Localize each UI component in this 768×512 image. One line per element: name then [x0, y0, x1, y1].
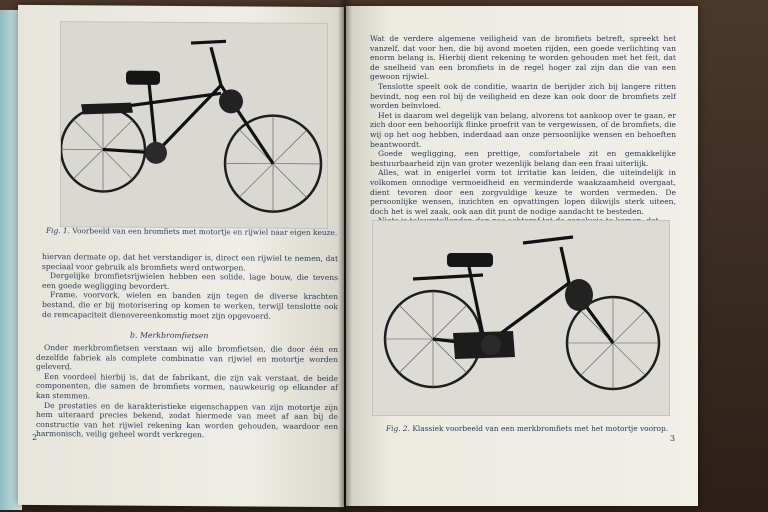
paragraph: Dergelijke bromfietsrijwielen hebben een solide, lage bouw, die tevens een goede wegligging bevordert. — [42, 271, 338, 291]
left-text-block-2 — [36, 343, 338, 441]
paragraph: Goede wegligging, een prettige, comfortabele zit en gemakkelijke bestuurbaarheid zijn van groter wezenlijk belang dan een fraai uiterlijk. — [370, 149, 676, 168]
bicycle-2-illustration — [373, 221, 669, 415]
figure-2-label: Fig. 2. — [386, 424, 410, 433]
page-number-left: 2 — [32, 432, 38, 442]
figure-1-label: Fig. 1. — [46, 226, 70, 236]
figure-1-photo — [60, 21, 328, 229]
left-text-block-1 — [42, 252, 338, 321]
left-page — [18, 5, 344, 507]
figure-2-photo — [372, 220, 670, 416]
paragraph: Het is daarom wel degelijk van belang, alvorens tot aankoop over te gaan, er zich door een behoorlijk flinke proefrit van te vergewissen, of de bromfiets, die wij op het oog hebben, inderdaad aan onze persoonlijke wensen en behoeften beantwoordt. — [370, 110, 676, 149]
right-text-block — [370, 34, 676, 226]
paragraph: Wat de verdere algemene veiligheid van de bromfiets betreft, spreekt het vanzelf, dat voor hen, die bij avond moeten rijden, een goede verlichting van enorm belang is. Hierbij dient rekening te worden gehouden met het feit, dat de snelheid van een bromfiets in de regel hoger zal zijn dan die van een gewoon rijwiel. — [370, 34, 676, 82]
paragraph: Onder merkbromfietsen verstaan wij alle bromfietsen, die door één en dezelfde fabriek als complete combinatie van rijwiel en motortje worden geleverd. — [36, 343, 338, 372]
paragraph: hiervan dermate op, dat het verstandiger is, direct een rijwiel te nemen, dat speciaal voor gebruik als bromfiets werd ontworpen. — [42, 252, 338, 273]
paragraph: De prestaties en de karakteristieke eigenschappen van zijn motortje zijn hem uiteraard precies bekend, zodat hiermede van meet af aan bij de constructie van het rijwiel rekening kan worden gehouden, waardoor een harmonisch, veilig geheel wordt verkregen. — [36, 400, 338, 440]
paragraph: Een voordeel hierbij is, dat de fabrikant, die zijn vak verstaat, de beide componenten, die samen de bromfiets vormen, nauwkeurig op elkander af kan stemmen. — [36, 371, 338, 401]
paragraph: Alles, wat in enigerlei vorm tot irritatie kan leiden, die uiteindelijk in volkomen onnodige vermoeidheid en verminderde waakzaamheid overgaat, dient tevoren door een zorgvuldige keuze te worden vermeden. De persoonlijke wensen, inzichten en opvattingen lopen dikwijls sterk uiteen, doch het is wel zaak, ook aan dit punt de nodige aandacht te besteden. — [370, 168, 676, 216]
figure-2-caption — [386, 424, 686, 434]
paragraph: Frame, voorvork, wielen en banden zijn tegen de diverse krachten bestand, die er bij motorisering op komen te werken, terwijl tenslotte ook de remcapaciteit dienovereenkomstig moet zijn opgevoerd. — [42, 290, 338, 321]
figure-2-caption-text: Klassiek voorbeeld van een merkbromfiets met het motortje voorop. — [412, 424, 669, 433]
right-page — [346, 6, 698, 506]
section-heading: b. Merkbromfietsen — [130, 330, 209, 341]
figure-1-caption-text: Voorbeeld van een bromfiets met motortje en rijwiel naar eigen keuze. — [72, 226, 338, 238]
page-number-right: 3 — [670, 434, 676, 443]
book-spine-shadow — [338, 0, 352, 512]
paragraph: Tenslotte speelt ook de conditie, waarin de berijder zich bij langere ritten bevindt, nog een rol bij de veiligheid en deze kan ook door de bromfiets zelf worden beïnvloed. — [370, 81, 676, 111]
bicycle-1-illustration — [61, 22, 327, 228]
figure-1-caption — [46, 226, 344, 238]
